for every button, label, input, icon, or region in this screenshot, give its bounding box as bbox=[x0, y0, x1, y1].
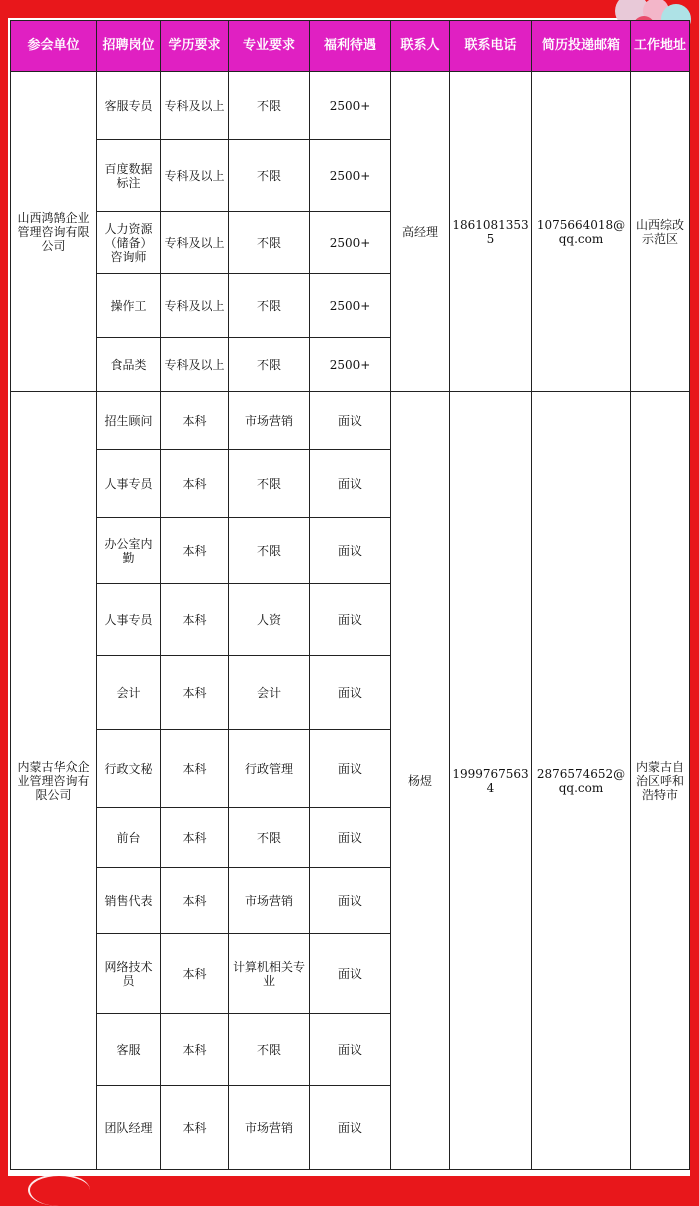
job-education: 本科 bbox=[161, 868, 229, 934]
contact-person: 高经理 bbox=[391, 72, 450, 392]
job-salary: 面议 bbox=[310, 868, 391, 934]
job-education: 本科 bbox=[161, 1086, 229, 1170]
job-major: 行政管理 bbox=[229, 730, 310, 808]
resume-email: 2876574652@qq.com bbox=[532, 392, 631, 1170]
header-salary: 福利待遇 bbox=[310, 21, 391, 72]
job-title: 客服专员 bbox=[97, 72, 161, 140]
contact-phone: 18610813535 bbox=[450, 72, 532, 392]
job-education: 本科 bbox=[161, 518, 229, 584]
job-salary: 面议 bbox=[310, 1086, 391, 1170]
job-salary: 面议 bbox=[310, 584, 391, 656]
job-education: 专科及以上 bbox=[161, 274, 229, 338]
job-title: 团队经理 bbox=[97, 1086, 161, 1170]
job-education: 本科 bbox=[161, 656, 229, 730]
job-major: 不限 bbox=[229, 140, 310, 212]
contact-person: 杨煜 bbox=[391, 392, 450, 1170]
job-salary: 2500+ bbox=[310, 72, 391, 140]
job-education: 本科 bbox=[161, 584, 229, 656]
job-salary: 2500+ bbox=[310, 140, 391, 212]
resume-email: 1075664018@qq.com bbox=[532, 72, 631, 392]
job-salary: 面议 bbox=[310, 518, 391, 584]
job-major: 市场营销 bbox=[229, 392, 310, 450]
job-education: 专科及以上 bbox=[161, 338, 229, 392]
job-title: 人事专员 bbox=[97, 450, 161, 518]
company-name: 山西鸿鹄企业管理咨询有限公司 bbox=[11, 72, 97, 392]
work-address: 内蒙古自治区呼和浩特市 bbox=[631, 392, 690, 1170]
job-salary: 2500+ bbox=[310, 338, 391, 392]
header-contact: 联系人 bbox=[391, 21, 450, 72]
job-education: 专科及以上 bbox=[161, 140, 229, 212]
job-title: 客服 bbox=[97, 1014, 161, 1086]
work-address: 山西综改示范区 bbox=[631, 72, 690, 392]
job-major: 市场营销 bbox=[229, 868, 310, 934]
table-row bbox=[11, 72, 690, 140]
job-major: 不限 bbox=[229, 72, 310, 140]
job-major: 市场营销 bbox=[229, 1086, 310, 1170]
job-title: 人力资源（储备）咨询师 bbox=[97, 212, 161, 274]
job-title: 办公室内勤 bbox=[97, 518, 161, 584]
job-major: 不限 bbox=[229, 1014, 310, 1086]
company-name: 内蒙古华众企业管理咨询有限公司 bbox=[11, 392, 97, 1170]
swirl-decoration bbox=[28, 1174, 90, 1206]
job-title: 人事专员 bbox=[97, 584, 161, 656]
job-salary: 2500+ bbox=[310, 274, 391, 338]
job-salary: 面议 bbox=[310, 1014, 391, 1086]
job-title: 操作工 bbox=[97, 274, 161, 338]
job-major: 不限 bbox=[229, 212, 310, 274]
job-major: 人资 bbox=[229, 584, 310, 656]
job-education: 本科 bbox=[161, 934, 229, 1014]
job-major: 不限 bbox=[229, 518, 310, 584]
job-major: 会计 bbox=[229, 656, 310, 730]
header-phone: 联系电话 bbox=[450, 21, 532, 72]
job-education: 本科 bbox=[161, 392, 229, 450]
job-salary: 面议 bbox=[310, 808, 391, 868]
job-education: 本科 bbox=[161, 808, 229, 868]
job-title: 销售代表 bbox=[97, 868, 161, 934]
job-title: 网络技术员 bbox=[97, 934, 161, 1014]
job-education: 本科 bbox=[161, 730, 229, 808]
job-title: 会计 bbox=[97, 656, 161, 730]
job-title: 招生顾问 bbox=[97, 392, 161, 450]
job-major: 计算机相关专业 bbox=[229, 934, 310, 1014]
contact-phone: 19997675634 bbox=[450, 392, 532, 1170]
job-title: 前台 bbox=[97, 808, 161, 868]
table-header-row bbox=[11, 21, 690, 72]
header-major: 专业要求 bbox=[229, 21, 310, 72]
job-title: 行政文秘 bbox=[97, 730, 161, 808]
job-salary: 2500+ bbox=[310, 212, 391, 274]
job-salary: 面议 bbox=[310, 934, 391, 1014]
job-education: 本科 bbox=[161, 450, 229, 518]
job-salary: 面议 bbox=[310, 450, 391, 518]
job-major: 不限 bbox=[229, 338, 310, 392]
header-address: 工作地址 bbox=[631, 21, 690, 72]
job-salary: 面议 bbox=[310, 392, 391, 450]
header-position: 招聘岗位 bbox=[97, 21, 161, 72]
header-email: 简历投递邮箱 bbox=[532, 21, 631, 72]
job-major: 不限 bbox=[229, 808, 310, 868]
table-row bbox=[11, 392, 690, 450]
job-title: 食品类 bbox=[97, 338, 161, 392]
header-education: 学历要求 bbox=[161, 21, 229, 72]
job-education: 专科及以上 bbox=[161, 212, 229, 274]
recruitment-table bbox=[10, 20, 690, 1170]
job-salary: 面议 bbox=[310, 730, 391, 808]
job-major: 不限 bbox=[229, 274, 310, 338]
job-major: 不限 bbox=[229, 450, 310, 518]
job-title: 百度数据标注 bbox=[97, 140, 161, 212]
header-company: 参会单位 bbox=[11, 21, 97, 72]
job-salary: 面议 bbox=[310, 656, 391, 730]
job-education: 专科及以上 bbox=[161, 72, 229, 140]
job-education: 本科 bbox=[161, 1014, 229, 1086]
